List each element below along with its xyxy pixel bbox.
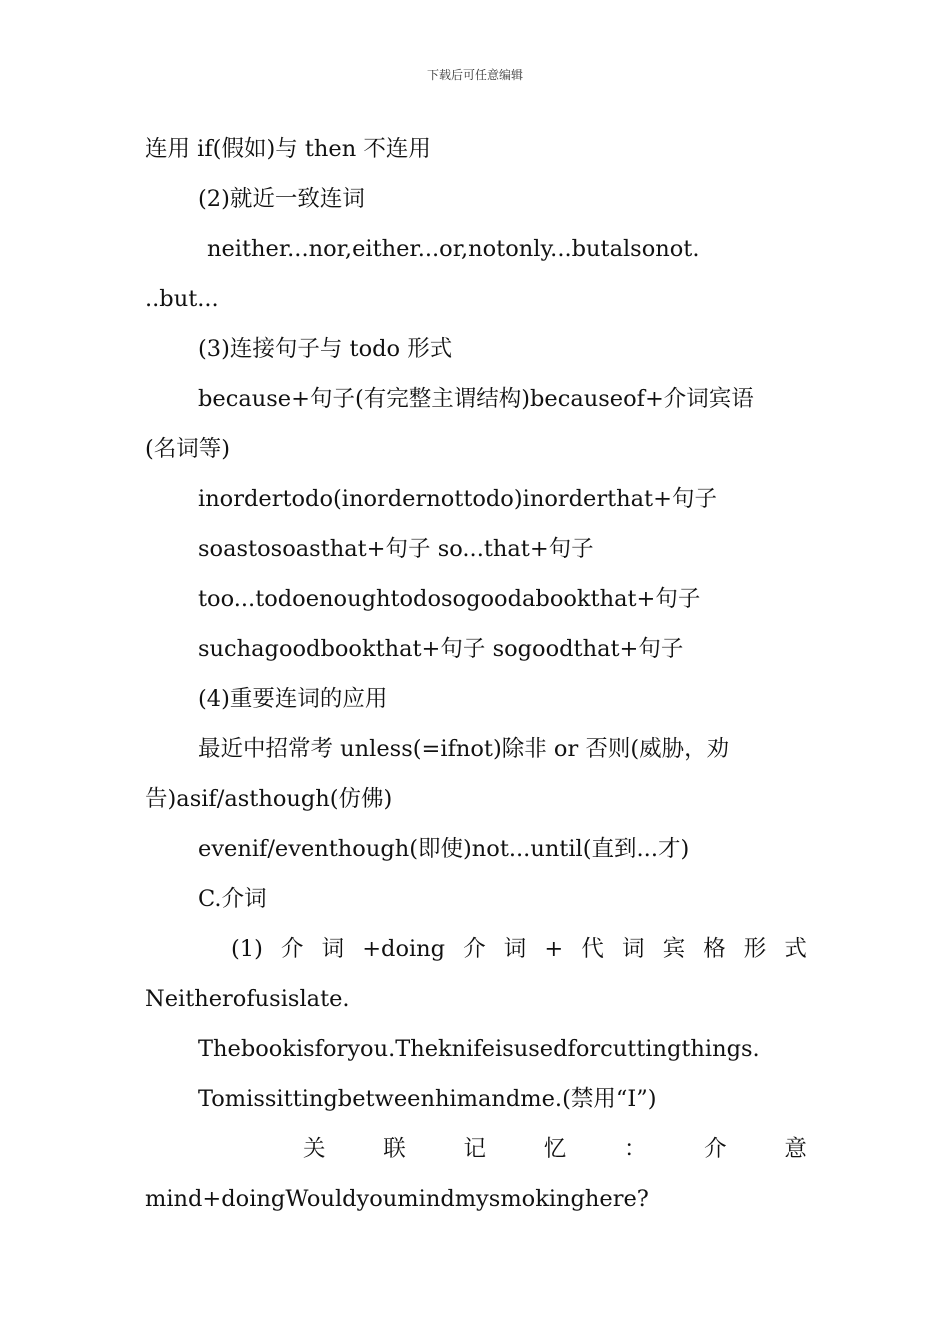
- word: 关: [303, 1136, 326, 1162]
- word: 宾: [662, 936, 686, 962]
- heading-conjunction-agreement: (2)就近一致连词: [198, 186, 365, 212]
- heading-important-conjunctions: (4)重要连词的应用: [198, 686, 388, 712]
- word: 格: [703, 936, 726, 962]
- text-line: ..but...: [145, 286, 219, 312]
- word: 式: [784, 936, 807, 962]
- word: ：: [623, 1136, 647, 1162]
- text-line: Thebookisforyou.Theknifeisusedforcuttingthings.: [198, 1036, 760, 1062]
- page-header: 下载后可任意编辑: [426, 68, 523, 82]
- word: 介: [704, 1136, 727, 1162]
- heading-sentence-todo: (3)连接句子与 todo 形式: [198, 336, 453, 362]
- document-body: [145, 126, 807, 1226]
- word: 词: [321, 936, 345, 962]
- text-line: (名词等): [145, 436, 231, 462]
- word: (1): [231, 936, 263, 962]
- text-line-justified: [145, 926, 807, 976]
- text-line: mind+doingWouldyoumindmysmokinghere?: [145, 1186, 649, 1212]
- text-line: suchagoodbookthat+句子 sogoodthat+句子: [198, 636, 684, 662]
- word: 介: [463, 936, 486, 962]
- text-line: because+句子(有完整主谓结构)becauseof+介词宾语: [198, 386, 754, 412]
- text-line-justified: [145, 1126, 807, 1176]
- text-line: 连用 if(假如)与 then 不连用: [145, 136, 431, 162]
- word: +doing: [362, 936, 446, 962]
- word: +: [544, 936, 564, 962]
- word: 代: [581, 936, 604, 962]
- word: 记: [463, 1136, 486, 1162]
- word: 形: [743, 936, 767, 962]
- text-line: neither...nor,either...or,notonly...butalsonot.: [207, 236, 700, 262]
- word: 联: [383, 1136, 406, 1162]
- word: 忆: [543, 1136, 567, 1162]
- text-line: Tomissittingbetweenhimandme.(禁用“I”): [198, 1086, 657, 1112]
- text-line: Neitherofusislate.: [145, 986, 350, 1012]
- text-line: inordertodo(inordernottodo)inorderthat+句子: [198, 486, 717, 512]
- word: 介: [280, 936, 304, 962]
- word: 词: [621, 936, 645, 962]
- word: 意: [784, 1136, 807, 1162]
- text-line: too...todoenoughtodosogoodabookthat+句子: [198, 586, 701, 612]
- text-line: soastosoasthat+句子 so...that+句子: [198, 536, 594, 562]
- text-line: 最近中招常考 unless(=ifnot)除非 or 否则(威胁，劝: [198, 736, 730, 762]
- word: 词: [503, 936, 527, 962]
- text-line: 告)asif/asthough(仿佛): [145, 786, 393, 812]
- heading-prepositions: C.介词: [198, 886, 267, 912]
- text-line: evenif/eventhough(即使)not...until(直到...才): [198, 836, 690, 862]
